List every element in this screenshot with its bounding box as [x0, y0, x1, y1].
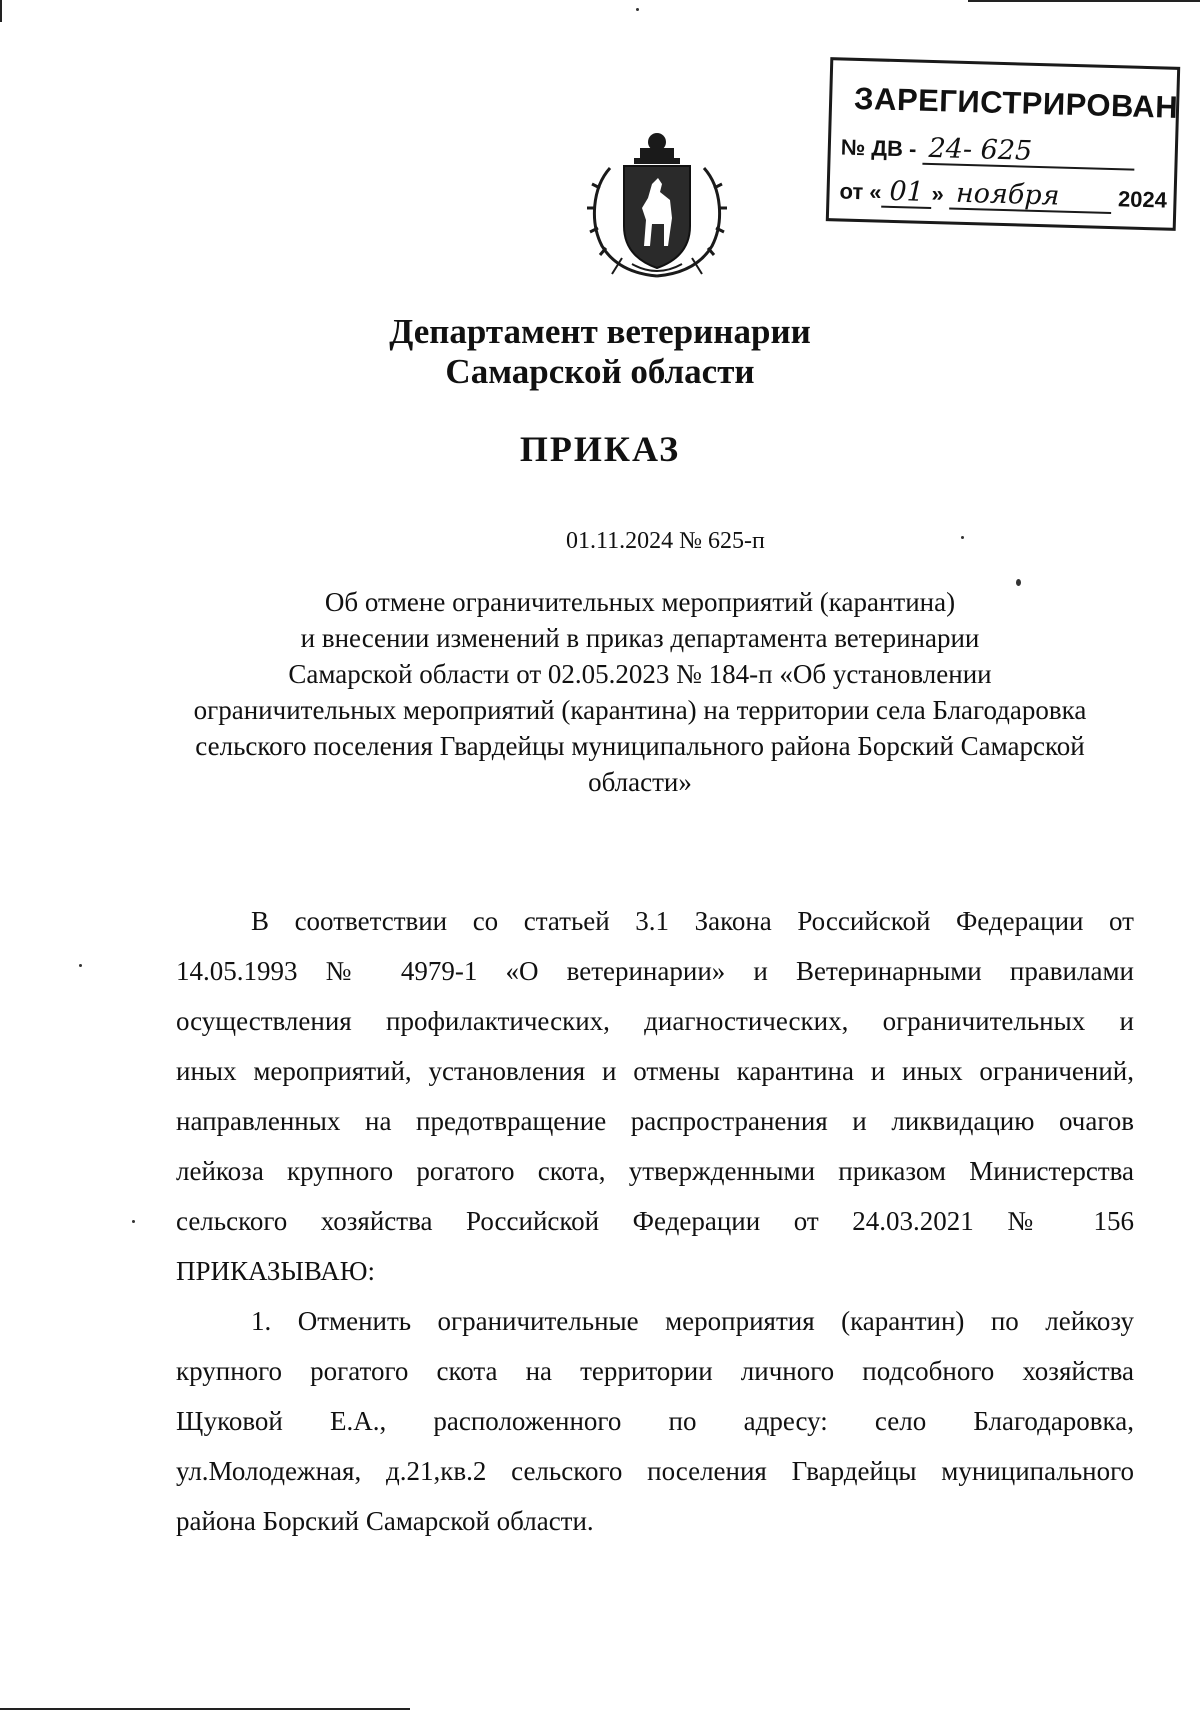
- body-line: 14.05.1993 № 4979-1 «О ветеринарии» и Ветеринарными правилами: [176, 956, 1134, 986]
- body-line: лейкоза крупного рогатого скота, утвержденными приказом Министерства: [176, 1156, 1134, 1186]
- order-subject: [150, 584, 1130, 800]
- stamp-date-day: 01: [881, 178, 932, 209]
- subject-line: Об отмене ограничительных мероприятий (карантина): [324, 587, 956, 617]
- stamp-date-line: [839, 176, 1167, 215]
- body-line: осуществления профилактических, диагностических, ограничительных и: [176, 1006, 1134, 1036]
- body-line: крупного рогатого скота на территории личного подсобного хозяйства: [176, 1356, 1134, 1386]
- scan-edge-top-right: [968, 0, 1200, 2]
- subject-line: ограничительных мероприятий (карантина) на территории села Благодаровка: [193, 695, 1087, 725]
- registration-stamp: [826, 57, 1180, 231]
- scan-speck: [1016, 579, 1021, 586]
- scan-edge-left: [0, 0, 2, 22]
- subject-line: и внесении изменений в приказ департамента ветеринарии: [300, 623, 980, 653]
- scan-edge-bottom: [0, 1708, 410, 1710]
- stamp-number-prefix: № ДВ -: [840, 134, 917, 162]
- scan-speck: [961, 536, 964, 539]
- department-name-line1: Департамент ветеринарии: [389, 312, 811, 351]
- subject-line: Самарской области от 02.05.2023 № 184-п «Об установлении: [288, 659, 992, 689]
- stamp-number-handwritten: 24- 625: [922, 135, 1135, 171]
- body-line: Щуковой Е.А., расположенного по адресу: село Благодаровка,: [176, 1406, 1134, 1436]
- scan-speck: [636, 8, 639, 11]
- body-line: сельского хозяйства Российской Федерации от 24.03.2021 № 156: [176, 1206, 1134, 1236]
- subject-line: сельского поселения Гвардейцы муниципального района Борский Самарской: [195, 731, 1085, 761]
- body-line: направленных на предотвращение распространения и ликвидацию очагов: [176, 1106, 1134, 1136]
- stamp-number-line: [840, 132, 1134, 170]
- stamp-date-month: ноября: [950, 180, 1113, 215]
- scan-speck: [132, 1220, 135, 1223]
- body-line: ПРИКАЗЫВАЮ:: [176, 1256, 375, 1286]
- document-type-title: ПРИКАЗ: [519, 429, 681, 469]
- samara-coat-of-arms-icon: [582, 128, 732, 280]
- subject-line: области»: [588, 767, 692, 797]
- scan-speck: [79, 964, 82, 967]
- body-line: 1. Отменить ограничительные мероприятия (карантин) по лейкозу: [251, 1306, 1134, 1336]
- stamp-date-sep: »: [931, 181, 945, 207]
- body-line: ул.Молодежная, д.21,кв.2 сельского поселения Гвардейцы муниципального: [176, 1456, 1134, 1486]
- body-line: В соответствии со статьей 3.1 Закона Российской Федерации от: [251, 906, 1134, 936]
- department-name-line2: Самарской области: [445, 352, 755, 391]
- body-line: района Борский Самарской области.: [176, 1506, 594, 1536]
- body-line: иных мероприятий, установления и отмены карантина и иных ограничений,: [176, 1056, 1134, 1086]
- order-date-number: 01.11.2024 № 625-п: [566, 528, 765, 554]
- stamp-date-year: 2024: [1117, 186, 1168, 213]
- stamp-title: ЗАРЕГИСТРИРОВАН: [853, 80, 1179, 125]
- stamp-date-prefix: от «: [839, 178, 882, 205]
